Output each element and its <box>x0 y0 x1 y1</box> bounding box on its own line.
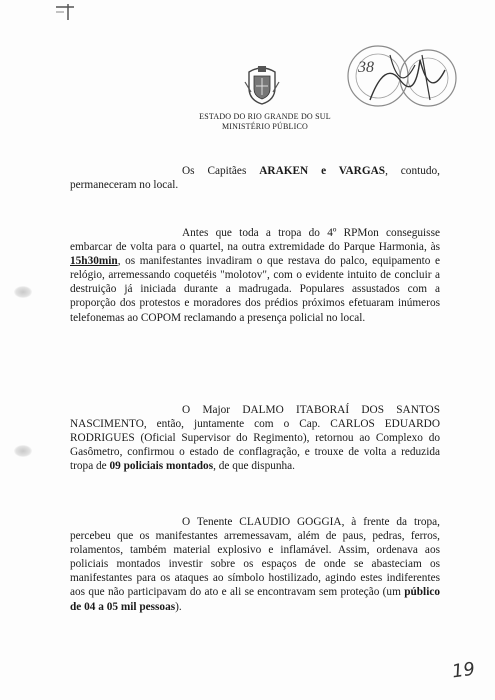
p2-text-end: , os manifestantes invadiram o que restava do palco, equipamento e relógio, arremessando coquetéis "molotov", com o evidente intuito de concluir a destruição já iniciada durante a madrugada. Populares assustados com a proporção dos protestos e moradores dos prédios próximos efetuaram inúmeros telefonemas ao COPOM reclamando a presença policial no local. <box>70 255 440 324</box>
p4-text-end: ). <box>175 600 182 613</box>
handwritten-page-number: 19 <box>450 658 477 683</box>
paragraph-4 <box>70 515 440 614</box>
header-state: ESTADO DO RIO GRANDE DO SUL <box>199 112 331 121</box>
p1-text-start: Os Capitães <box>182 165 260 177</box>
scan-corner-mark <box>54 4 76 22</box>
paragraph-3 <box>70 403 440 473</box>
paragraph-1 <box>70 164 440 192</box>
paragraph-2 <box>70 226 440 325</box>
header-ministry: MINISTÉRIO PÚBLICO <box>221 122 309 131</box>
p2-time: 15h30min <box>70 255 118 268</box>
p3-text-start: O Major DALMO ITABORAÍ DOS SANTOS NASCIMENTO, então, juntamente com o Cap. CARLOS EDUARDO RODRIGUES (Oficial Supervisor do Regimento), retornou ao Complexo do Gasômetro, confirmou o estado de conflagração, e trouxe de volta a reduzida tropa de <box>70 404 440 473</box>
punch-hole <box>14 286 32 298</box>
punch-hole <box>14 445 32 457</box>
state-coat-of-arms-icon <box>243 62 281 106</box>
p4-audience-size: público de 04 a 05 mil pessoas <box>70 586 440 613</box>
p2-text-start: Antes que toda a tropa do 4º RPMon conseguisse embarcar de volta para o quartel, na outra extremidade do Parque Harmonia, às <box>70 227 440 254</box>
stamp-number: 38 <box>358 59 374 76</box>
official-stamp-and-signature <box>330 40 460 120</box>
p3-mounted-police: 09 policiais montados <box>109 460 214 473</box>
p3-text-end: , de que dispunha. <box>213 460 295 473</box>
p1-captains-names: ARAKEN e VARGAS <box>259 165 386 177</box>
p4-text-start: O Tenente CLAUDIO GOGGIA, à frente da tropa, percebeu que os manifestantes arremessavam, além de paus, pedras, ferros, rolamentos, também material explosivo e inflamável. Assim, ordenava aos policiais montados investir sobre os espaços de onde se abasteciam os manifestantes para os ataques ao símbolo hostilizado, agindo estes indiferentes aos que não participavam do ato e ali se encontravam sem proteção (um <box>70 516 440 599</box>
p1-text-end: , contudo, permaneceram no local. <box>70 165 440 192</box>
